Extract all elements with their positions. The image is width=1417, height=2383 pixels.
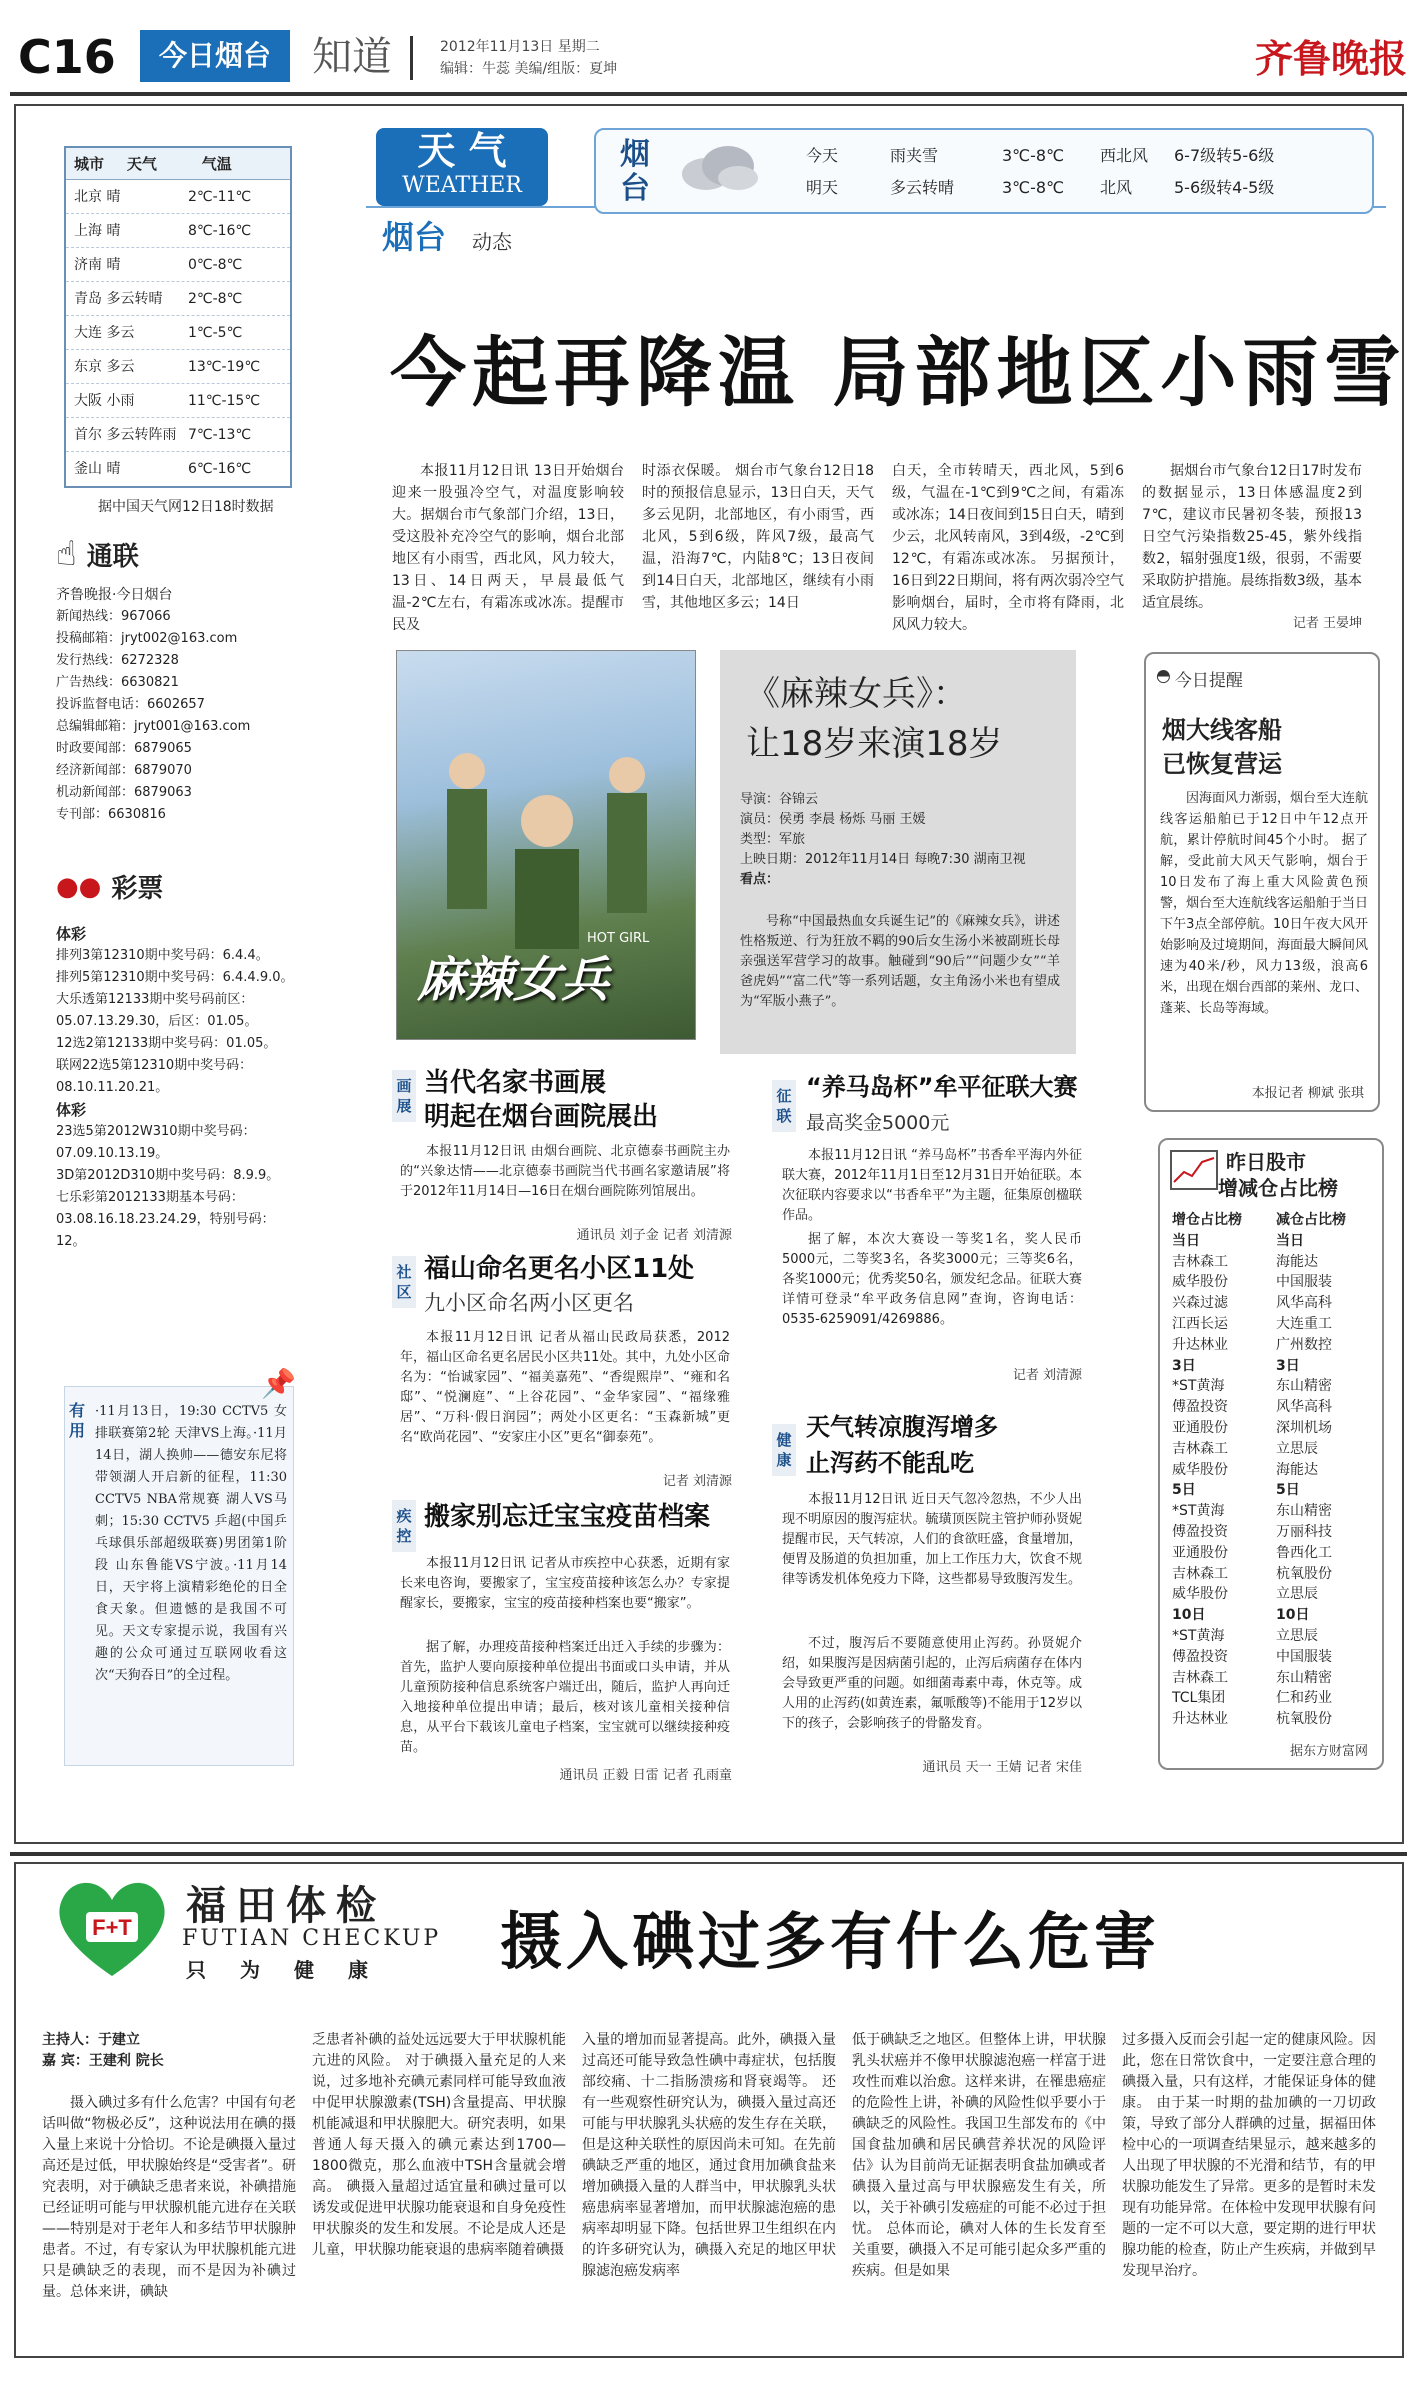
stock-item: 立思辰 [1276,1627,1318,1644]
weather-source: 据中国天气网12日18时数据 [98,499,274,515]
tv-info: 导演：谷锦云 演员：侯勇 李晨 杨烁 马丽 王媛 类型：军旅 上映日期：2012年11月14日 每晚7:30 湖南卫视 看点： [740,792,1026,887]
tonglian-block [56,534,306,826]
stock-item: 10日 [1172,1607,1206,1624]
byline: 通讯员 正毅 日雷 记者 孔雨童 [559,1768,732,1783]
article-title: 止泻药不能乱吃 [806,1449,974,1477]
stock-item: *ST黄海 [1172,1627,1225,1644]
lottery-block: ●● 彩票 体彩 排列3第12310期中奖号码：6.4.4。 排列5第12310期中奖号码：6.4.4.9.0。 大乐透第12133期中奖号码前区：05.07.13.29.30，后区：01.05。 12选2第12133期中奖号码：01.05。 联网22选5第12310期中奖号码：08.10.11.20.21。 体彩 23选5第2012W310期中奖号码：07.09.10.13.19。 3D第2012D310期中奖号码：8.9.9。 七乐彩第2012133期基本号码：03.08.16.18.23.24.29，特别号码：12。 [56,868,296,1253]
table-row: 东京 多云 13℃-19℃ [66,350,290,384]
stock-item: 海能达 [1276,1253,1318,1270]
pushpin-icon: 📌 [261,1367,296,1400]
stock-item: 威华股份 [1172,1461,1228,1478]
stock-item: 中国服装 [1276,1274,1332,1291]
stock-item: 傅盈投资 [1172,1523,1228,1540]
lottery-balls-icon: ●● [56,871,102,902]
article-body: 本报11月12日讯 记者从福山民政局获悉，2012年，福山区命名更名居民小区共11处。其中，九处小区命名为：“怡诚家园”、“福美嘉苑”、“香缇熙岸”、“雍和名邸”、“悦澜庭”、“上谷花园”、“金华家园”、“福缘雅居”、“万科·假日润园”；两处小区更名：“玉森新城”更名“欧尚花园”、“安家庄小区”更名“御泰苑”。 [400,1330,730,1445]
article-title: 天气转凉腹泻增多 [806,1413,998,1441]
note-text: ·11月13日，19:30 CCTV5 女排联赛第2轮 天津VS上海。·11月14日，湖人换帅——德安东尼将带领湖人开启新的征程，11:30 CCTV5 NBA常规赛 湖人VS马刺；15:30 CCTV5 乒超(中国乒乓球俱乐部超级联赛)男团第1阶段 山东鲁能VS宁波。·11月14日，天宇将上演精彩绝伦的日全食天象。但遗憾的是我国不可见。天文专家提示说，我国有兴趣的公众可通过互联网收看这次“天狗吞日”的全过程。 [95,1404,287,1683]
table-row: 青岛 多云转晴 2℃-8℃ [66,282,290,316]
reminder-text: 因海面风力渐弱，烟台至大连航线客运船舶已于12日中午12点开航，累计停航时间45个小时。 据了解，受此前大风天气影响，烟台于10日发布了海上重大风险黄色预警，烟台至大连航线客运船舶于当日下午3点全部停航。10日午夜大风开始影响及过境期间，海面最大瞬间风速为40米/秒，风力13级，浪高6米，出现在烟台西部的莱州、龙口、蓬莱、长岛等海域。 [1160,791,1369,1016]
ad-headline: 摄入碘过多有什么危害 [500,1905,1161,1978]
article-title: 明起在烟台画院展出 [424,1102,659,1132]
stock-item: 江西长运 [1172,1315,1228,1332]
byline: 记者 刘清源 [1012,1368,1082,1383]
article-title: 福山命名更名小区11处 [424,1254,695,1284]
section-label: 征联 [772,1080,796,1132]
tonglian-line: 齐鲁晚报·今日烟台 [56,587,173,603]
table-row: 上海 晴 8℃-16℃ [66,214,290,248]
cloud-icon [676,142,760,192]
stock-item: 升达林业 [1172,1711,1228,1728]
stock-item: 大连重工 [1276,1315,1332,1332]
stock-left-list [1172,1231,1272,1730]
stock-right-column: 减仓占比榜 当日 海能达 中国服装 风华高科 大连重工 广州数控 3日 东山精密 风华高科 深圳机场 立思辰 海能达 5日 东山精密 万丽科技 鲁西化工 杭氧股份 立思辰 10日 立思辰 中国服装 东山精密 仁和药业 杭氧股份 [1276,1210,1380,1730]
tv-title-1: 《麻辣女兵》： [746,674,967,714]
tonglian-line: 专刊部：6630816 [56,807,166,822]
date-line: 2012年11月13日 星期二 [440,39,600,55]
table-row: 大阪 小雨 11℃-15℃ [66,384,290,418]
article-subtitle: 九小区命名两小区更名 [424,1291,634,1315]
stock-item: 风华高科 [1276,1295,1332,1312]
stock-item: 兴森过滤 [1172,1295,1228,1312]
byline: 通讯员 刘子金 记者 刘清源 [576,1228,732,1243]
stock-item: *ST黄海 [1172,1503,1225,1520]
stock-item: 吉林森工 [1172,1565,1228,1582]
stock-item: 海能达 [1276,1461,1318,1478]
article-body: 据了解，办理疫苗接种档案迁出迁入手续的步骤为：首先，监护人要向原接种单位提出书面或口头申请，并从儿童预防接种信息系统客户端迁出，随后，监护人再向迁入地接种单位提出申请；最后，核对该儿童相关接种信息，从平台下载该儿童电子档案，宝宝就可以继续接种疫苗。 [400,1640,730,1755]
byline: 通讯员 天一 王婧 记者 宋佳 [922,1760,1082,1775]
tv-title-2: 让18岁来演18岁 [746,724,1003,764]
stock-item: 鲁西化工 [1276,1544,1332,1561]
stock-item: 杭氧股份 [1276,1565,1332,1582]
reminder-header: ◓ 今日提醒 [1156,666,1243,691]
soldier-figures [427,731,667,951]
stock-item: 中国服装 [1276,1648,1332,1665]
world-weather-table [64,146,292,488]
stock-item: 傅盈投资 [1172,1648,1228,1665]
table-row: 大连 多云 1℃-5℃ [66,316,290,350]
byline: 本报记者 柳斌 张琪 [1251,1086,1364,1101]
stock-item: 吉林森工 [1172,1440,1228,1457]
tonglian-line: 广告热线：6630821 [56,675,179,690]
clock-icon: ◓ [1156,666,1171,686]
editor-line: 编辑：牛蕊 美编/组版：夏坤 [440,61,618,77]
article-body: 本报11月12日讯 记者从市疾控中心获悉，近期有家长来电咨询，要搬家了，宝宝疫苗接种该怎么办？专家提醒家长，要搬家，宝宝的疫苗接种档案也要“搬家”。 [400,1556,730,1611]
tonglian-title: 通联 [86,541,139,572]
reminder-box [1144,652,1380,1112]
tv-desc: 号称“中国最热血女兵诞生记”的《麻辣女兵》，讲述性格叛逆、行为狂放不羁的90后女生汤小米被副班长母亲强送军营学习的故事。触碰到“90后”“问题少女”“羊爸虎妈”“富二代”等一系列话题，女主角汤小米也有望成为“军版小燕子”。 [740,914,1060,1009]
forecast-row-today: 今天 雨夹雪 3℃-8℃ 西北风 6-7级转5-6级 [806,146,1275,165]
article-title: 搬家别忘迁宝宝疫苗档案 [424,1502,711,1532]
stock-item: *ST黄海 [1172,1378,1225,1395]
futian-heart-logo [52,1872,172,1982]
stock-item: 亚通股份 [1172,1419,1228,1436]
stock-source: 据东方财富网 [1289,1744,1368,1759]
main-headline: 今起再降温 局部地区小雨雪 [390,328,1407,417]
stock-item: 立思辰 [1276,1440,1318,1457]
ad-body: 主持人：于建立 嘉 宾：王建利 院长 摄入碘过多有什么危害？中国有句老话叫做“物极必反”，这种说法用在碘的摄入量上来说十分恰切。不论是碘摄入量过高还是过低，甲状腺始终是“受害者”。研究表明，对于碘缺乏患者来说，补碘措施已经证明可能与甲状腺机能亢进存在关联——特别是对于老年人和多结节甲状腺肿患者。不过，有专家认为甲状腺机能亢进只是碘缺乏的表现，而不是因为补碘过量。总体来讲，碘缺 乏患者补碘的益处远远要大于甲状腺机能亢进的风险。 对于碘摄入量充足的人来说，过多地补充碘元素同样可能导致血液中促甲状腺激素(TSH)含量提高、甲状腺机能减退和甲状腺肥大。研究表明，如果普通人每天摄入的碘元素达到1700—1800微克，那么血液中TSH含量就会增高。 碘摄入量超过适宜量和碘过量可以诱发或促进甲状腺功能衰退和自身免疫性甲状腺炎的发生和发展。不论是成人还是儿童，甲状腺功能衰退的患病率随着碘摄 入量的增加而显著提高。此外，碘摄入量过高还可能导致急性碘中毒症状，包括腹部绞痛、十二指肠溃疡和肾衰竭等。 还有一些观察性研究认为，碘摄入量过高还可能与甲状腺乳头状癌的发生存在关联，但是这种关联性的原因尚未可知。在先前碘缺乏严重的地区，通过食用加碘食盐来增加碘摄入量的人群当中，甲状腺乳头状癌患病率显著增加，而甲状腺滤泡癌的患病率却明显下降。包括世界卫生组织在内的许多研究认为，碘摄入充足的地区甲状腺滤泡癌发病率 低于碘缺乏之地区。但整体上讲，甲状腺乳头状癌并不像甲状腺滤泡癌一样富于进攻性而难以治愈。这样来讲，在罹患癌症的危险性上讲，补碘的风险性似乎要小于碘缺乏的风险性。我国卫生部发布的《中国食盐加碘和居民碘营养状况的风险评估》认为目前尚无证据表明食盐加碘或者碘摄入量过高与甲状腺癌发生有关，所以，关于补碘引发癌症的可能不必过于担忧。 总体而论，碘对人体的生长发育至关重要，碘摄入不足可能引起众多严重的疾病。但是如果 过多摄入反而会引起一定的健康风险。因此，您在日常饮食中，一定要注意合理的碘摄入量，只有这样，才能保证身体的健康。 由于某一时期的盐加碘的一刀切政策，导致了部分人群碘的过量，据福田体检中心的一项调查结果显示，越来越多的人出现了甲状腺的不光滑和结节，有的甲状腺功能发生了异常。更多的是暂时未发现有功能异常。在体检中发现甲状腺有问题的一定不可以大意，要定期的进行甲状腺功能的检查，防止产生疾病，并做到早发现早治疗。 [42,2032,1376,2300]
stock-item: 傅盈投资 [1172,1399,1228,1416]
tonglian-line: 机动新闻部：6879063 [56,785,192,800]
tonglian-line: 投稿邮箱：jryt002@163.com [56,631,238,646]
stock-item: 吉林森工 [1172,1669,1228,1686]
stock-item: 当日 [1172,1232,1200,1249]
tonglian-line: 发行热线：6272328 [56,653,179,668]
brand-english: FUTIAN CHECKUP [182,1926,442,1951]
stock-item: 威华股份 [1172,1586,1228,1603]
band-label: 动态 [472,230,512,254]
weather-logo: 天 气 WEATHER [376,128,548,206]
stock-item: 杭氧股份 [1276,1711,1332,1728]
stock-item: 风华高科 [1276,1399,1332,1416]
newspaper-logo: 齐鲁晚报 [1255,36,1408,81]
lottery-title: 彩票 [111,874,164,904]
stock-item: 仁和药业 [1276,1690,1332,1707]
section-label: 疾控 [392,1500,416,1552]
weather-band [366,206,1386,276]
article-title: “养马岛杯”牟平征联大赛 [806,1073,1078,1101]
stock-title-1: 昨日股市 [1226,1150,1306,1174]
stock-item: 万丽科技 [1276,1523,1332,1540]
stock-item: 深圳机场 [1276,1419,1332,1436]
article-body: 本报11月12日讯 “养马岛杯”书香牟平海内外征联大赛，2012年11月1日至12月31日开始征联。本次征联内容要求以“书香牟平”为主题，征集原创楹联作品。 [782,1148,1082,1223]
stock-item: 立思辰 [1276,1586,1318,1603]
byline: 记者 刘清源 [662,1474,732,1489]
table-row: 釜山 晴 6℃-16℃ [74,461,252,477]
stock-item: 10日 [1276,1607,1310,1624]
article-title: 当代名家书画展 [424,1068,607,1098]
tonglian-line: 总编辑邮箱：jryt001@163.com [56,719,251,734]
table-row: 首尔 多云转阵雨 7℃-13℃ [66,418,290,452]
band-city: 烟台 [382,218,447,256]
article-body: 不过，腹泻后不要随意使用止泻药。孙贤妮介绍，如果腹泻是因病菌引起的，止泻后病菌存在体内会导致更严重的问题。如细菌毒素中毒，休克等。成人用的止泻药(如黄连素，氟哌酸等)不能用于12岁以下的孩子，会影响孩子的骨骼发育。 [782,1636,1082,1731]
section-label: 画展 [392,1070,416,1122]
poster-title: 麻辣女兵 [417,952,610,1008]
brand-name: 福田体检 [186,1883,386,1929]
stock-item: 亚通股份 [1172,1544,1228,1561]
byline: 记者 王晏坤 [1292,616,1362,631]
stock-item: 威华股份 [1172,1274,1228,1291]
stock-item: 吉林森工 [1172,1253,1228,1270]
masthead-info [440,36,617,80]
tv-review-box [720,650,1076,1054]
section-label: 健康 [772,1424,796,1476]
forecast-row-tomorrow: 明天 多云转晴 3℃-8℃ 北风 5-6级转4-5级 [806,178,1275,197]
note-label: 有用 [69,1401,86,1440]
article-body: 本报11月12日讯 近日天气忽冷忽热，不少人出现不明原因的腹泻症状。毓璜顶医院主管护师孙贤妮提醒市民，天气转凉，人们的食欲旺盛，食量增加，便胃及肠道的负担加重，加上工作压力大，饮食不规律等诱发机体免疫力下降，这些都易导致腹泻发生。 [782,1492,1082,1587]
tonglian-line: 投诉监督电话：6602657 [56,697,205,712]
section-label: 社区 [392,1256,416,1308]
svg-text:F+T: F+T [92,1915,132,1940]
article-body: 本报11月12日讯 由烟台画院、北京德泰书画院主办的“兴象达情——北京德泰书画院当代书画名家邀请展”将于2012年11月14日—16日在烟台画院陈列馆展出。 [400,1144,730,1199]
stock-item: 3日 [1172,1357,1196,1374]
divider [410,36,413,80]
tonglian-line: 时政要闻部：6879065 [56,741,192,756]
guest-line: 嘉 宾：王建利 院长 [42,2053,164,2069]
section-badge: 今日烟台 [140,30,290,82]
chart-icon [1170,1150,1218,1190]
reminder-headline-1: 烟大线客船 [1162,716,1282,744]
brand-slogan: 只为健康 [186,1958,402,1982]
stock-item: TCL集团 [1172,1690,1226,1707]
host-line: 主持人：于建立 [42,2032,140,2048]
stock-right-list [1276,1231,1380,1730]
tonglian-line: 新闻热线：967066 [56,609,171,624]
poster-subtitle: HOT GIRL [587,931,650,946]
hand-pointer-icon: ☝ [56,534,77,574]
useful-note [64,1367,296,1766]
forecast-rows [806,140,1376,204]
main-story: 本报11月12日讯 13日开始烟台迎来一股强冷空气，对温度影响较大。据烟台市气象部门介绍，13日，受这股补充冷空气的影响，烟台北部地区有小雨雪，西北风，风力较大，13日、14日两天，早晨最低气温-2℃左右，有霜冻或冰冻。提醒市民及 时添衣保暖。 烟台市气象台12日18时的预报信息显示，13日白天，天气多云见阴，北部地区，有小雨雪，西北风，5到6级，阵风7级，最高气温，沿海7℃，内陆8℃；13日夜间到14日白天，北部地区，继续有小雨雪，其他地区多云；14日 白天，全市转晴天，西北风，5到6级，气温在-1℃到9℃之间，有霜冻或冰冻；14日夜间到15日白天，晴到少云，北风转南风，3到4级，-2℃到12℃，有霜冻或冰冻。 另据预计，16日到22日期间，将有两次弱冷空气影响烟台，届时，全市将有降雨，北风风力较大。 据烟台市气象台12日17时发布的数据显示，13日体感温度2到7℃，建议市民暑初冬装，预报13日空气污染指数25-45，紫外线指数2，辐射强度1级，很弱，不需要采取防护措施。晨练指数3级，基本适宜晨练。 记者 王晏坤 [392,463,1362,633]
forecast-city: 烟台 [620,137,650,206]
stock-item: 东山精密 [1276,1378,1332,1395]
stock-item: 东山精密 [1276,1669,1332,1686]
table-header: 城市 天气 气温 [66,148,290,180]
stock-item: 3日 [1276,1357,1300,1374]
stock-box [1158,1138,1384,1770]
article-subtitle: 最高奖金5000元 [806,1112,950,1134]
stock-item: 东山精密 [1276,1503,1332,1520]
ad-rule [10,1852,1407,1856]
top-rule [10,92,1407,96]
stock-item: 5日 [1172,1482,1196,1499]
stock-title-2: 增减仓占比榜 [1218,1176,1338,1200]
reminder-headline-2: 已恢复营运 [1162,750,1282,778]
stock-item: 广州数控 [1276,1336,1332,1353]
tonglian-line: 经济新闻部：6879070 [56,763,192,778]
page-number: C16 [18,30,116,84]
tv-poster [396,650,696,1040]
stock-item: 5日 [1276,1482,1300,1499]
table-row: 北京 晴 2℃-11℃ [66,180,290,214]
article-body: 据了解，本次大赛设一等奖1名，奖人民币5000元，二等奖3名，各奖3000元；三等奖6名，各奖1000元；优秀奖50名，颁发纪念品。征联大赛详情可登录“牟平政务信息网”查询，咨询电话：0535-6259091/4269886。 [782,1232,1082,1327]
table-row: 济南 晴 0℃-8℃ [66,248,290,282]
stock-item: 升达林业 [1172,1336,1228,1353]
stock-left-column: 增仓占比榜 当日 吉林森工 威华股份 兴森过滤 江西长运 升达林业 3日 *ST黄海 傅盈投资 亚通股份 吉林森工 威华股份 5日 *ST黄海 傅盈投资 亚通股份 吉林森工 威华股份 10日 *ST黄海 傅盈投资 吉林森工 TCL集团 升达林业 [1172,1210,1272,1730]
stock-item: 当日 [1276,1232,1304,1249]
column-title: 知道 [312,34,392,80]
